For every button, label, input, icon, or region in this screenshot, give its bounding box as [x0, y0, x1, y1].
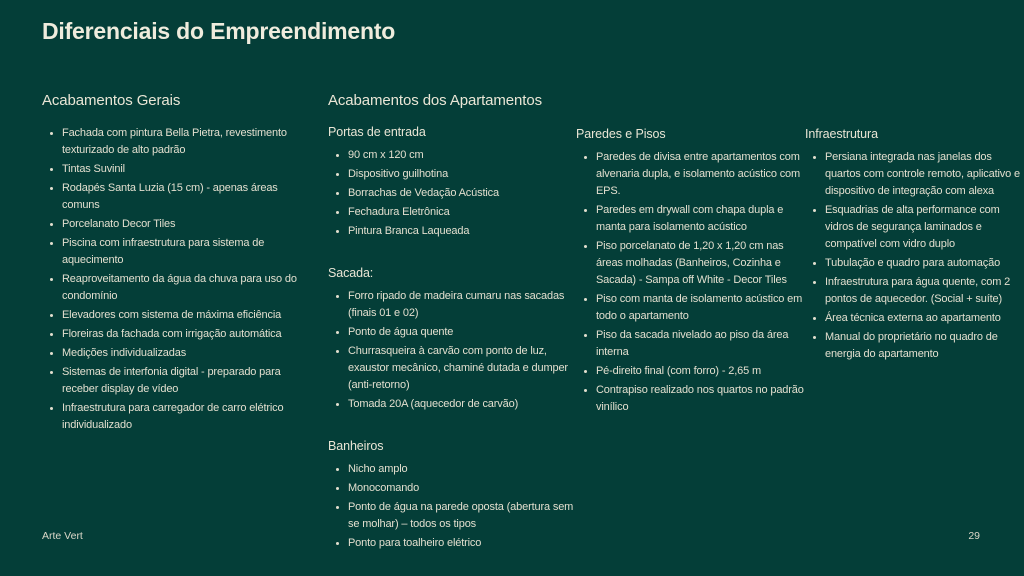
list-item: • Fachada com pintura Bella Pietra, revestimento texturizado de alto padrão: [62, 125, 304, 159]
list-item: • Nicho amplo: [348, 461, 578, 478]
bullet-list: [328, 147, 578, 240]
column-header: Acabamentos Gerais: [42, 92, 181, 109]
list-item: • Elevadores com sistema de máxima eficiência: [62, 307, 304, 324]
column-4: [805, 92, 1024, 365]
list-item: • Paredes em drywall com chapa dupla e manta para isolamento acústico: [596, 202, 808, 236]
list-item: • Pé-direito final (com forro) - 2,65 m: [596, 363, 808, 380]
section: [42, 125, 304, 434]
page-title: Diferenciais do Empreendimento: [42, 18, 396, 44]
list-item: • Floreiras da fachada com irrigação automática: [62, 326, 304, 343]
list-item: • Pintura Branca Laqueada: [348, 223, 578, 240]
list-item: • Forro ripado de madeira cumaru nas sacadas (finais 01 e 02): [348, 288, 578, 322]
footer-page-number: 29: [968, 530, 980, 542]
list-item: • 90 cm x 120 cm: [348, 147, 578, 164]
list-item: • Ponto para toalheiro elétrico: [348, 535, 578, 552]
list-item: • Ponto de água quente: [348, 324, 578, 341]
column-2: [328, 92, 578, 554]
list-item: • Piso porcelanato de 1,20 x 1,20 cm nas áreas molhadas (Banheiros, Cozinha e Sacada) - Sampa off White - Decor Tiles: [596, 238, 808, 289]
list-item: • Paredes de divisa entre apartamentos com alvenaria dupla, e isolamento acústico com EPS.: [596, 149, 808, 200]
footer-brand: Arte Vert: [42, 530, 83, 542]
list-item: • Área técnica externa ao apartamento: [825, 310, 1024, 327]
section-heading: Portas de entrada: [328, 125, 426, 139]
list-item: • Monocomando: [348, 480, 578, 497]
column-3: [576, 92, 808, 418]
list-item: • Tintas Suvinil: [62, 161, 304, 178]
bullet-list: [328, 288, 578, 413]
section-heading: Banheiros: [328, 439, 384, 453]
list-item: • Infraestrutura para carregador de carro elétrico individualizado: [62, 400, 304, 434]
list-item: • Fechadura Eletrônica: [348, 204, 578, 221]
list-item: • Churrasqueira à carvão com ponto de luz, exaustor mecânico, chaminé dutada e dumper (anti-retorno): [348, 343, 578, 394]
list-item: • Contrapiso realizado nos quartos no padrão vinílico: [596, 382, 808, 416]
column-1: [42, 92, 304, 436]
section-heading: Paredes e Pisos: [576, 127, 666, 141]
section: [328, 125, 578, 240]
section-heading: Infraestrutura: [805, 127, 878, 141]
bullet-list: [576, 149, 808, 416]
list-item: • Piso com manta de isolamento acústico em todo o apartamento: [596, 291, 808, 325]
list-item: • Piso da sacada nivelado ao piso da área interna: [596, 327, 808, 361]
list-item: • Medições individualizadas: [62, 345, 304, 362]
column-header: Acabamentos dos Apartamentos: [328, 92, 542, 109]
section-heading: Sacada:: [328, 266, 374, 280]
list-item: • Infraestrutura para água quente, com 2 pontos de aquecedor. (Social + suíte): [825, 274, 1024, 308]
list-item: • Piscina com infraestrutura para sistema de aquecimento: [62, 235, 304, 269]
list-item: • Rodapés Santa Luzia (15 cm) - apenas áreas comuns: [62, 180, 304, 214]
bullet-list: [328, 461, 578, 552]
section: [576, 127, 808, 416]
list-item: • Esquadrias de alta performance com vidros de segurança laminados e compatível com vidro duplo: [825, 202, 1024, 253]
section: [328, 266, 578, 413]
list-item: • Porcelanato Decor Tiles: [62, 216, 304, 233]
bullet-list: [805, 149, 1024, 363]
list-item: • Borrachas de Vedação Acústica: [348, 185, 578, 202]
list-item: • Ponto de água na parede oposta (abertura sem se molhar) – todos os tipos: [348, 499, 578, 533]
list-item: • Tomada 20A (aquecedor de carvão): [348, 396, 578, 413]
list-item: • Tubulação e quadro para automação: [825, 255, 1024, 272]
section: [805, 127, 1024, 363]
list-item: • Persiana integrada nas janelas dos quartos com controle remoto, aplicativo e dispositivo de integração com alexa: [825, 149, 1024, 200]
section: [328, 439, 578, 552]
bullet-list: [42, 125, 304, 434]
list-item: • Sistemas de interfonia digital - preparado para receber display de vídeo: [62, 364, 304, 398]
list-item: • Reaproveitamento da água da chuva para uso do condomínio: [62, 271, 304, 305]
list-item: • Dispositivo guilhotina: [348, 166, 578, 183]
list-item: • Manual do proprietário no quadro de energia do apartamento: [825, 329, 1024, 363]
